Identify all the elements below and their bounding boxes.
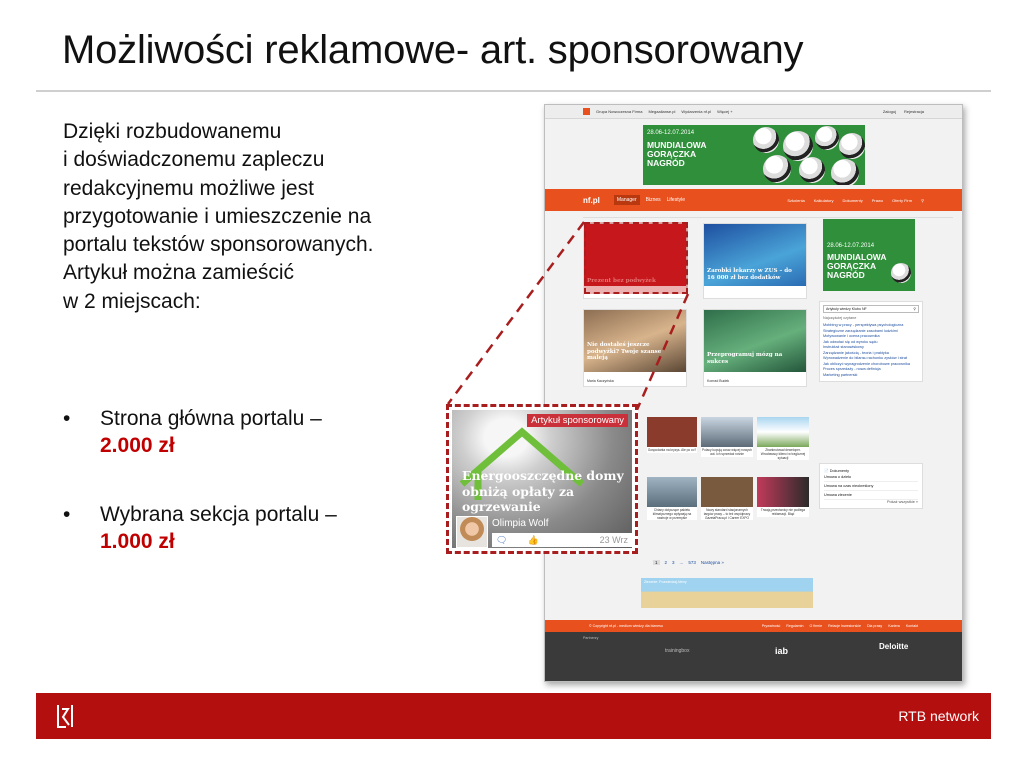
article-title: Prezent bez podwyżek	[587, 278, 656, 284]
news-thumb[interactable]	[701, 417, 753, 457]
body-line: Artykuł można zamieścić	[63, 261, 295, 285]
page-link[interactable]: 2	[664, 560, 668, 565]
football-icon	[891, 263, 911, 283]
body-line: w 2 miejscach:	[63, 289, 201, 313]
slide-title: Możliwości reklamowe- art. sponsorowany	[62, 28, 804, 72]
article-author: Maria Kaczyńska	[587, 379, 614, 383]
footer-link[interactable]: Dla prasy	[867, 624, 883, 628]
thumb-image	[757, 417, 809, 447]
rtb-logo-icon	[50, 701, 80, 731]
nav-tab-lifestyle[interactable]: Lifestyle	[666, 197, 685, 203]
body-line: Dzięki rozbudowanemu	[63, 120, 282, 143]
callout-connector	[440, 216, 700, 416]
article-title: Nie dostałeś jeszcze podwyżki? Twoje szanse maleją	[587, 342, 662, 361]
thumb-caption: Nowy standard stacjonarnych targów pracy – to też współpracy GazetaPraca.pl i Career EXPO	[703, 508, 751, 520]
document-icon: 📄	[824, 469, 829, 473]
sidebar-link[interactable]: Wprowadzenie do bilansu rachunku zysków i strat	[823, 356, 907, 360]
article-title: Zarobki lekarzy w ZUS – do 16 000 zł bez dodatków	[707, 268, 792, 281]
thumb-caption: Zbankrutował deweloper. Wrocławscy klienci w tragicznej sytuacji	[760, 448, 806, 460]
nav-tab-manager[interactable]: Manager	[614, 195, 640, 205]
slide-footer-bar	[36, 693, 991, 739]
football-icon	[753, 127, 779, 153]
partner-logo[interactable]: iab	[775, 646, 789, 656]
partner-logo[interactable]: trainingbox	[665, 648, 690, 654]
footer-link[interactable]: Prywatność	[761, 624, 781, 628]
article-actions	[492, 533, 632, 547]
pricing-item-homepage	[63, 405, 443, 459]
search-placeholder: Artykuły wiedzy Klubu NF	[826, 307, 867, 311]
portal-logo-icon	[583, 108, 590, 115]
news-thumb[interactable]	[647, 477, 697, 520]
body-paragraph	[63, 118, 503, 316]
thumb-image	[701, 417, 753, 447]
nav-icon-kalkulatory[interactable]: Kalkulatory	[813, 197, 834, 203]
body-line: redakcyjnemu możliwe jest	[63, 176, 314, 200]
pagination	[653, 560, 724, 565]
document-link[interactable]: Umowa zlecenie	[824, 491, 918, 500]
nav-icon-prawo[interactable]: Prawo	[871, 197, 884, 203]
register-link[interactable]: Rejestracja	[903, 109, 924, 114]
search-icon[interactable]: ⚲	[921, 197, 924, 203]
thumb-image	[647, 417, 697, 447]
sponsored-article-title[interactable]: Energooszczędne domy obniżą opłaty za ogrzewanie	[462, 468, 624, 514]
footer-link[interactable]: Kariera	[888, 624, 900, 628]
news-thumb[interactable]	[701, 477, 753, 520]
mundial-banner[interactable]	[643, 125, 865, 185]
sidebar-link[interactable]: Jak odwołać się od wyroku sądu	[823, 339, 878, 344]
news-thumb[interactable]	[757, 417, 809, 460]
pricing-label: Strona główna portalu –	[100, 407, 322, 430]
article-date: 23 Wrz	[599, 535, 628, 545]
article-title: Przeprogramuj mózg na sukces	[707, 352, 783, 365]
article-card[interactable]	[703, 223, 807, 299]
nav-icon-oferty[interactable]: Oferty Firm	[892, 197, 913, 203]
football-icon	[799, 157, 825, 183]
portal-topbar	[545, 105, 962, 119]
sponsored-article-callout[interactable]	[446, 404, 638, 554]
page-link[interactable]: 573	[688, 560, 696, 565]
thumb-caption: Chiany dotyczące pakietu klimatycznego wpływają na nastroje w przemyśle	[652, 508, 692, 520]
football-icon	[815, 126, 839, 150]
sidebar-search-input[interactable]	[823, 305, 919, 313]
partners-footer	[545, 632, 962, 682]
sidebar-link[interactable]: Zarządzanie jakością - teoria i praktyka	[823, 350, 889, 355]
footer-copyright: © Copyright nf.pl - medium wiedzy dla biznesu	[589, 624, 663, 628]
pricing-label: Wybrana sekcja portalu –	[100, 503, 337, 526]
banner-headline: MUNDIALOWA GORĄCZKA NAGRÓD	[827, 252, 887, 280]
footer-brand-text: RTB network	[898, 708, 979, 724]
documents-box	[819, 463, 923, 509]
documents-more-link[interactable]: Pokaż wszystkie »	[886, 500, 918, 504]
partners-label: Partnerzy	[583, 636, 599, 640]
news-thumb[interactable]	[647, 417, 697, 453]
login-link[interactable]: Zaloguj	[882, 109, 896, 114]
page-link[interactable]: 3	[672, 560, 675, 565]
footer-link[interactable]: O firmie	[809, 624, 823, 628]
sidebar-popular	[819, 301, 923, 382]
sidebar-link[interactable]: Proces sprzedaży - nowa definicja	[823, 367, 881, 371]
sidebar-link[interactable]: Instruktaż stanowiskowy	[823, 345, 864, 349]
banner-dates: 28.06-12.07.2014	[827, 243, 875, 249]
article-meta-bar	[452, 514, 632, 548]
thumb-caption: Gospodarka na kryzys. Ale po co?	[647, 448, 697, 452]
nav-icon-szkolenia[interactable]: Szkolenia	[787, 197, 805, 203]
topbar-brand[interactable]: Grupa Nowoczesna Firma	[596, 109, 643, 114]
football-icon	[831, 159, 859, 185]
next-page-link[interactable]: Następna »	[700, 560, 724, 565]
pricing-item-section	[63, 501, 443, 555]
pricing-value: 1.000 zł	[100, 530, 175, 553]
author-avatar	[456, 516, 488, 548]
banner-headline: MUNDIALOWA GORĄCZKA NAGRÓD	[647, 140, 707, 168]
sponsored-tag: Artykuł sponsorowany	[527, 414, 628, 427]
sidebar-link[interactable]: Strategiczne zarządzanie zasobami ludzkimi	[823, 328, 898, 333]
page-link-current[interactable]: 1	[655, 560, 658, 565]
documents-title: 📄 Dokumenty	[824, 469, 850, 473]
thumb-image	[701, 477, 753, 507]
author-name[interactable]: Olimpia Wolf	[492, 518, 549, 529]
sidebar-link[interactable]: Marketing partnerski	[823, 372, 858, 377]
football-icon	[839, 133, 865, 159]
search-icon: ⚲	[913, 307, 916, 311]
nav-icon-dokumenty[interactable]: Dokumenty	[842, 197, 863, 203]
document-link[interactable]: Umowa o dzieło	[824, 473, 918, 482]
sidebar-heading: Najczęściej czytane	[823, 316, 857, 320]
footer-link[interactable]: Kontakt	[905, 624, 918, 628]
partner-logo[interactable]: Deloitte	[879, 642, 909, 651]
nav-tab-biznes[interactable]: Biznes	[645, 197, 661, 203]
article-author: Konrad Budek	[707, 379, 730, 383]
topbar-link[interactable]: Więcej +	[717, 109, 733, 114]
sidebar-link[interactable]: Motywowanie i ocena pracownika	[823, 334, 880, 338]
portal-brand[interactable]: nf.pl	[583, 195, 600, 205]
sidebar-link[interactable]: Mobbing w pracy - perspektywa psychologiczna	[823, 323, 904, 327]
banner-dates: 28.06-12.07.2014	[647, 130, 695, 136]
sidebar-link[interactable]: Jak obliczyć wynagrodzenie chorobowe pracownika	[823, 361, 910, 366]
footer-link[interactable]: Regulamin	[786, 624, 804, 628]
topbar-link[interactable]: Wydarzenia nf.pl	[681, 109, 712, 114]
title-divider	[36, 90, 991, 92]
portal-footer-bar	[545, 620, 962, 632]
pricing-list	[63, 405, 443, 597]
football-icon	[763, 155, 791, 183]
article-card[interactable]	[703, 309, 807, 387]
thumb-caption: Polacy kupują coraz więcej nowych aut. Ich sprzedaż rośnie	[702, 448, 752, 456]
thumb-image	[757, 477, 809, 507]
portal-navbar	[545, 189, 962, 211]
body-line: portalu tekstów sponsorowanych.	[63, 233, 374, 257]
side-mundial-banner[interactable]	[823, 219, 915, 291]
page-ellipsis: ...	[679, 560, 684, 565]
comment-icon[interactable]: 🗨	[496, 534, 508, 545]
document-link[interactable]: Umowa na czas nieokreślony	[824, 482, 918, 491]
news-thumb[interactable]	[757, 477, 809, 517]
thumb-image	[647, 477, 697, 507]
footer-link[interactable]: Relacje Inwestorskie	[828, 624, 862, 628]
body-line: i doświadczonemu zapleczu	[63, 148, 325, 172]
beach-ad-banner[interactable]	[641, 578, 813, 608]
body-line: przygotowanie i umieszczenie na	[63, 204, 372, 228]
thumb-caption: Trwają przeciwnicy nie podlega reklamacji. Błąd	[760, 508, 806, 516]
pricing-value: 2.000 zł	[100, 434, 175, 457]
sponsored-article-card[interactable]	[452, 410, 632, 548]
like-icon[interactable]: 👍	[527, 534, 539, 545]
beach-ad-text: Zlecenie: Pozwiedzaj Ateny	[644, 580, 687, 584]
topbar-link[interactable]: Megaalianse.pl	[648, 109, 676, 114]
